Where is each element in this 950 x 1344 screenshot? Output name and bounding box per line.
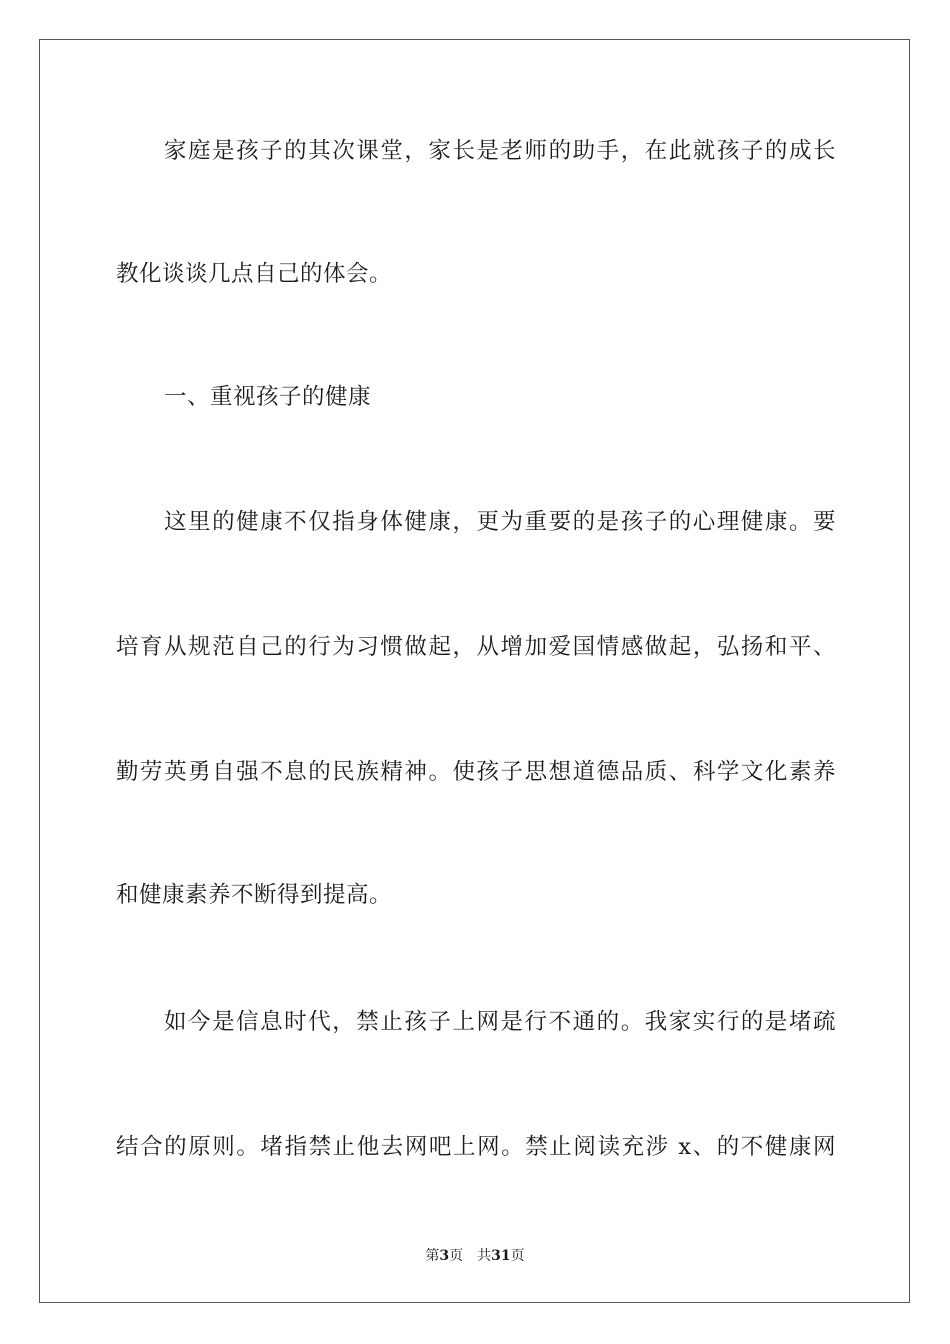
page-prefix: 第 bbox=[425, 1248, 440, 1264]
total-prefix: 共 bbox=[477, 1248, 492, 1264]
paragraph-line: 培育从规范自己的行为习惯做起，从增加爱国情感做起，弘扬和平、 bbox=[116, 634, 836, 660]
total-pages: 31 bbox=[491, 1248, 511, 1264]
paragraph-line: 勤劳英勇自强不息的民族精神。使孩子思想道德品质、科学文化素养 bbox=[116, 759, 836, 785]
paragraph-line: 这里的健康不仅指身体健康，更为重要的是孩子的心理健康。要 bbox=[164, 509, 836, 535]
paragraph-line: 教化谈谈几点自己的体会。 bbox=[116, 261, 393, 287]
paragraph-line: 如今是信息时代，禁止孩子上网是行不通的。我家实行的是堵疏 bbox=[164, 1009, 836, 1035]
page-footer bbox=[0, 1246, 950, 1266]
paragraph-line: 家庭是孩子的其次课堂，家长是老师的助手，在此就孩子的成长 bbox=[164, 138, 836, 164]
page-number: 3 bbox=[439, 1248, 450, 1264]
paragraph-line: 结合的原则。堵指禁止他去网吧上网。禁止阅读充涉 x、的不健康网 bbox=[116, 1134, 836, 1160]
section-heading: 一、重视孩子的健康 bbox=[164, 384, 372, 410]
page-border bbox=[39, 39, 910, 1303]
page-suffix: 页 bbox=[449, 1248, 464, 1264]
paragraph-line: 和健康素养不断得到提高。 bbox=[116, 882, 393, 908]
total-suffix: 页 bbox=[510, 1248, 525, 1264]
